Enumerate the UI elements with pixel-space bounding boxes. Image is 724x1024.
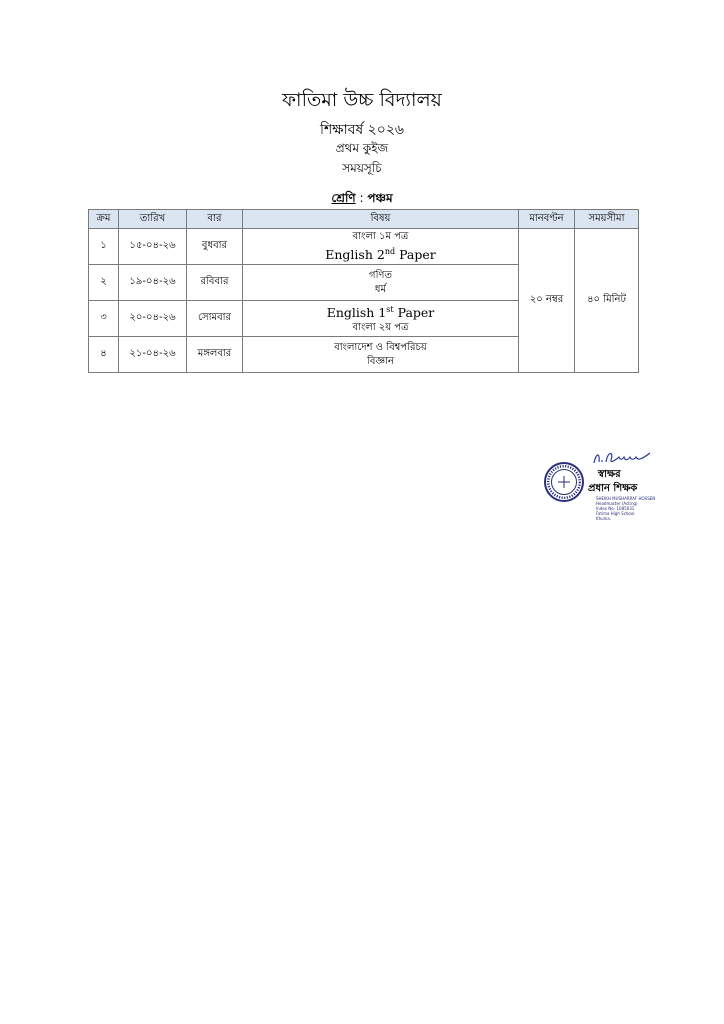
subject-line: বিজ্ঞান (367, 355, 394, 367)
day-cell: বুধবার (187, 229, 243, 265)
schedule-label: সময়সূচি (342, 161, 382, 175)
subject-cell (243, 337, 519, 373)
subject-line: English 2nd Paper (325, 246, 436, 263)
signature-label: স্বাক্ষর (598, 469, 621, 480)
subject-line: গণিত (369, 269, 392, 281)
duration-cell: ৪০ মিনিট (575, 229, 639, 373)
handwritten-signature-icon (592, 448, 652, 468)
class-line (0, 190, 724, 210)
col-header-date: তারিখ (119, 210, 187, 229)
subject-cell (243, 229, 519, 265)
class-value: পঞ্চম (367, 191, 393, 205)
subject-line: বাংলা ২য় পত্র (352, 322, 409, 334)
date-cell: ১৯-০৪-২৬ (119, 265, 187, 301)
day-cell: মঙ্গলবার (187, 337, 243, 373)
marks-cell: ২০ নম্বর (519, 229, 575, 373)
class-label: শ্রেণি (331, 191, 356, 205)
day-cell: রবিবার (187, 265, 243, 301)
subject-line: ধর্ম (374, 283, 387, 295)
date-cell: ১৫-০৪-২৬ (119, 229, 187, 265)
subject-cell (243, 301, 519, 337)
table-row (89, 229, 639, 265)
col-header-marks: মানবণ্টন (519, 210, 575, 229)
schedule-table (88, 209, 639, 373)
date-cell: ২১-০৪-২৬ (119, 337, 187, 373)
headmaster-title: প্রধান শিক্ষক (588, 483, 638, 494)
day-cell: সোমবার (187, 301, 243, 337)
col-header-duration: সময়সীমা (575, 210, 639, 229)
serial-cell: ৪ (89, 337, 119, 373)
academic-year: শিক্ষাবর্ষ ২০২৬ (319, 122, 405, 138)
stamp-text: SHEIKH MUSHARRAF HOSSEN Headmaster (Acting) Index No- 1085631 Fatima High School Khulna. (596, 496, 656, 521)
serial-cell: ২ (89, 265, 119, 301)
subject-line: বাংলাদেশ ও বিশ্বপরিচয় (334, 341, 427, 353)
subject-line: বাংলা ১ম পত্র (352, 230, 409, 242)
school-seal-icon (544, 462, 584, 502)
col-header-subject: বিষয় (243, 210, 519, 229)
signature-block (540, 448, 656, 528)
serial-cell: ১ (89, 229, 119, 265)
col-header-day: বার (187, 210, 243, 229)
school-name: ফাতিমা উচ্চ বিদ্যালয় (282, 89, 442, 111)
subject-line: English 1st Paper (326, 304, 435, 321)
subject-cell (243, 265, 519, 301)
serial-cell: ৩ (89, 301, 119, 337)
exam-name: প্রথম কুইজ (335, 141, 389, 155)
col-header-serial: ক্রম (89, 210, 119, 229)
table-header-row (89, 210, 639, 229)
date-cell: ২০-০৪-২৬ (119, 301, 187, 337)
class-separator: : (359, 191, 364, 205)
